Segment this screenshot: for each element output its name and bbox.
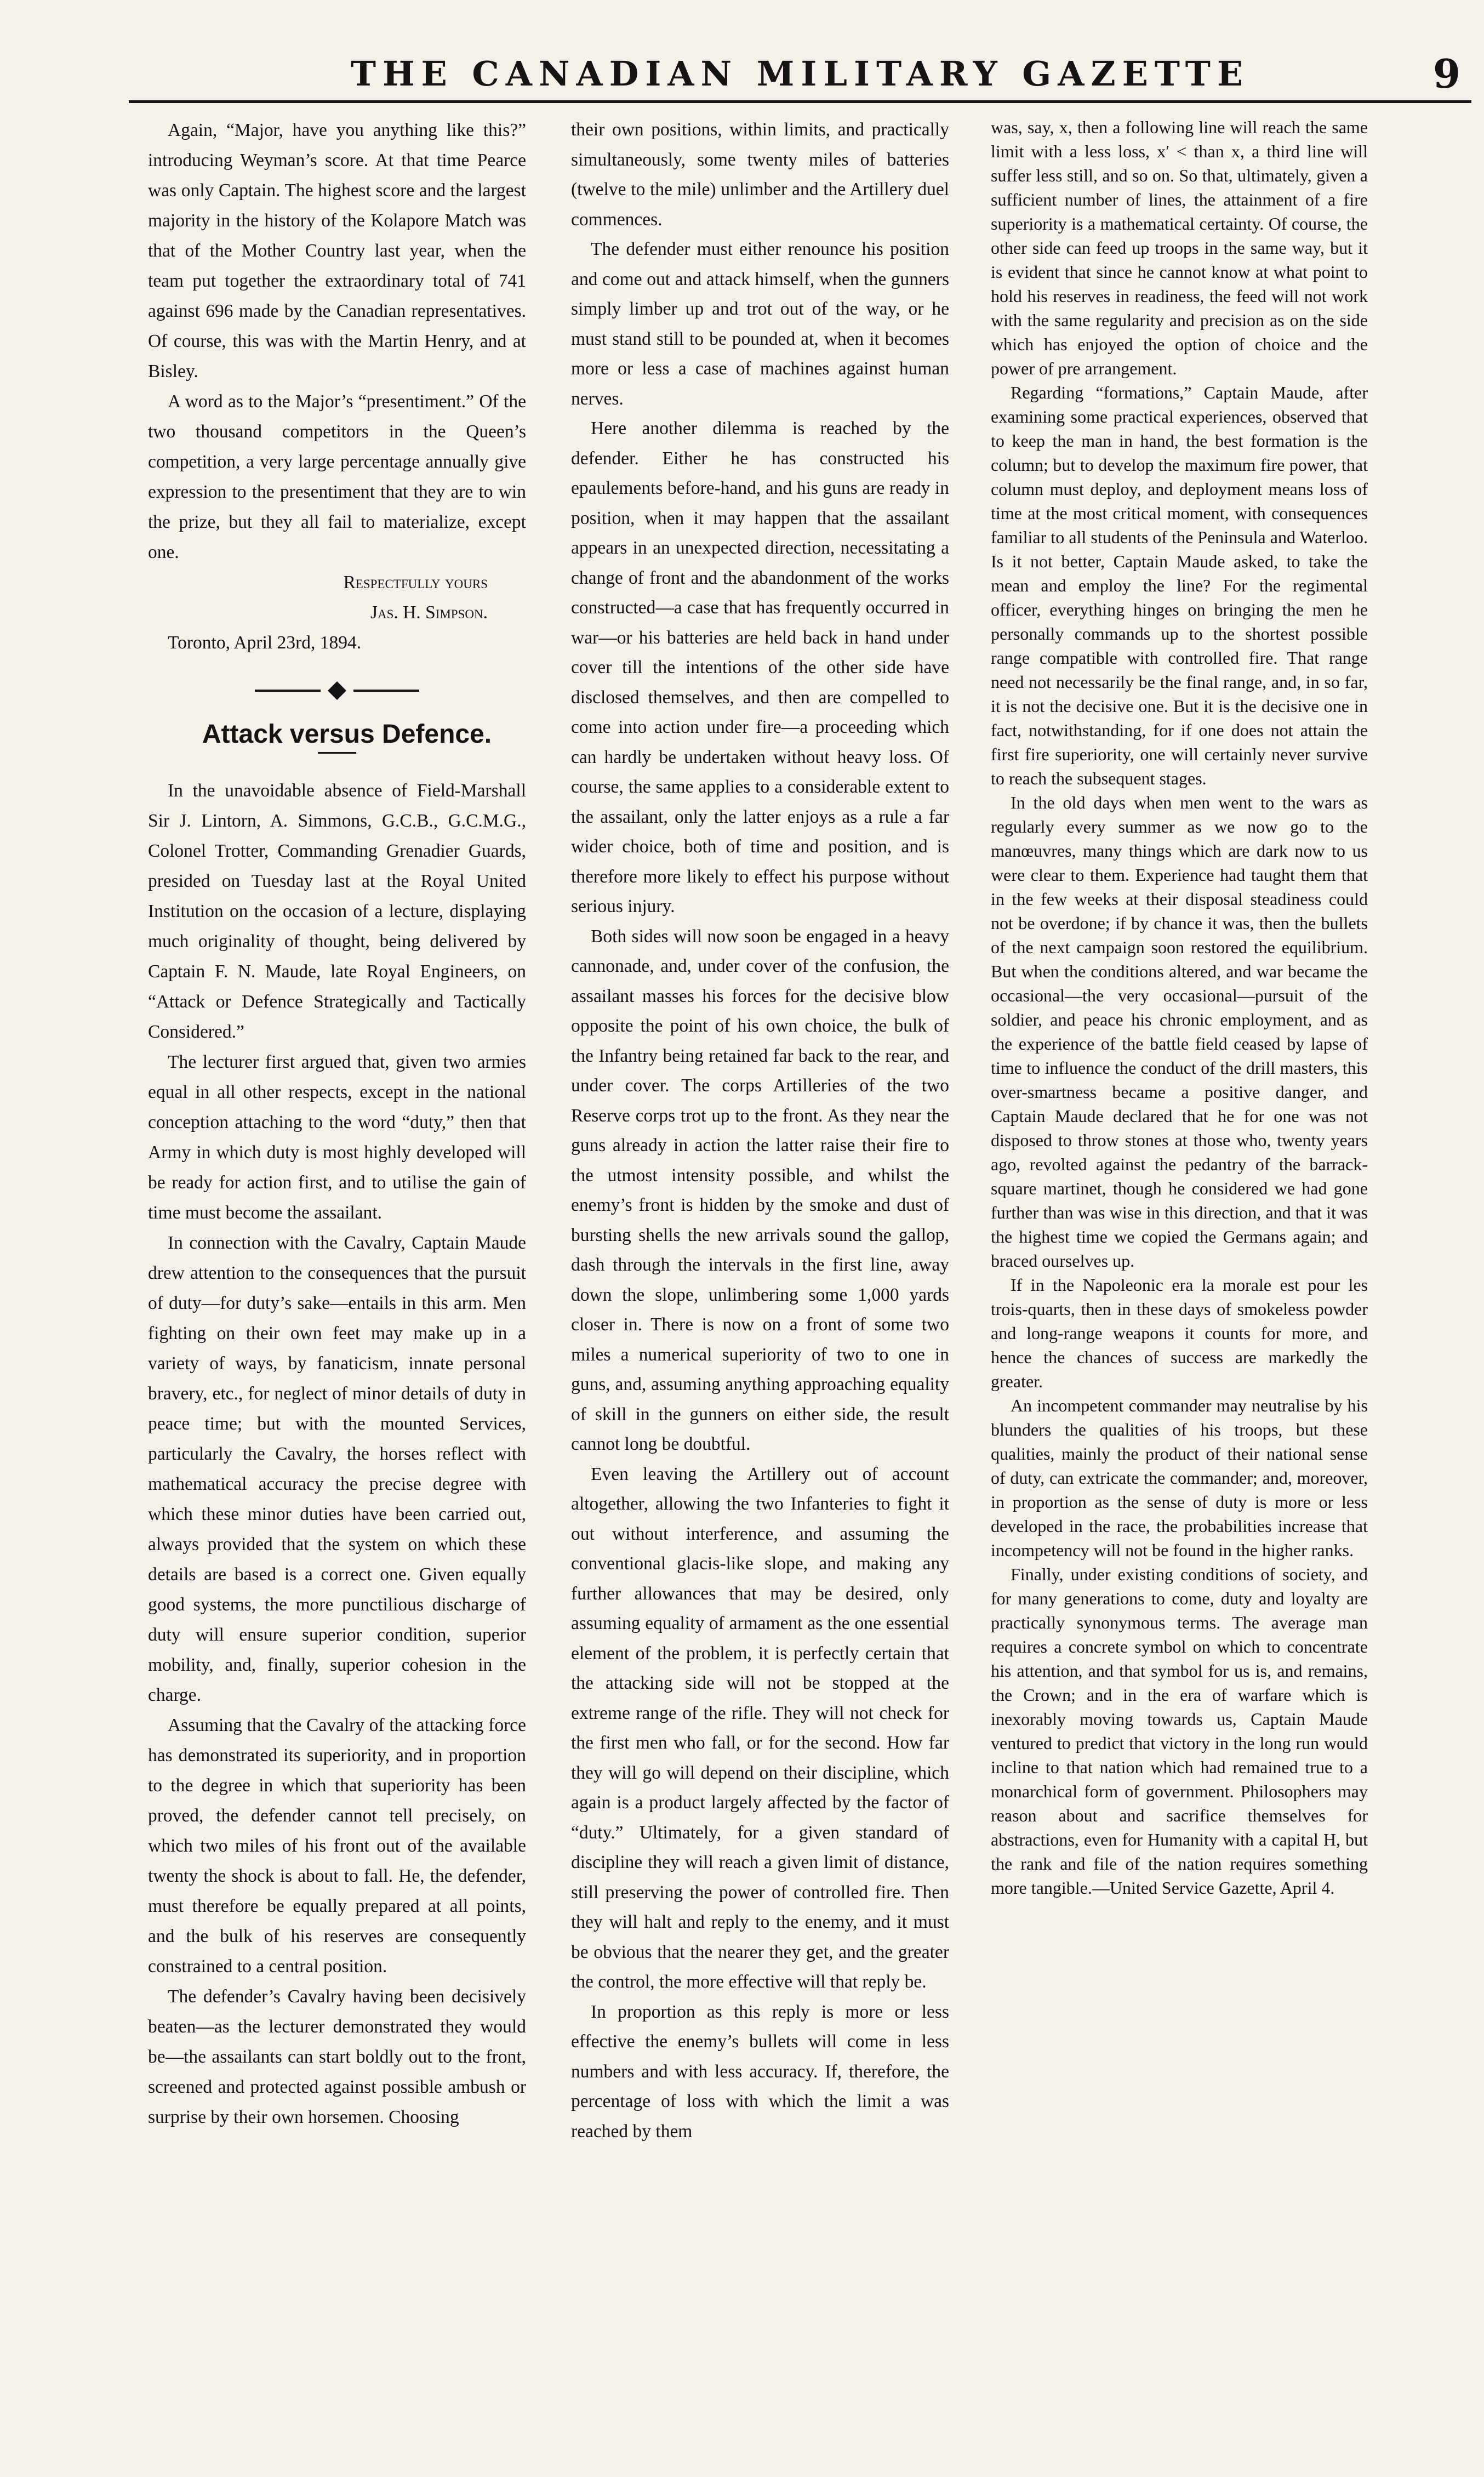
article-paragraph: Regarding “formations,” Captain Maude, after examining some practical experiences, observed that to keep the man in hand, the best formation is the column; but to develop the maximum fire power, that column must deploy, and deployment means loss of time at the most critical moment, with consequences familiar to all students of the Peninsula and Waterloo. Is it not better, Captain Maude asked, to take the mean and employ the line? For the regimental officer, everything hinges on bringing the men he personally commands up to the shortest possible range compatible with controlled fire. That range need not necessarily be the final range, and, in so far, it is not the decisive one. But it is the decisive one in fact, notwithstanding, for if one does not attain the first fire superiority, one will certainly never survive to reach the subsequent stages.: [991, 383, 1368, 788]
article-paragraph: their own positions, within limits, and practically simultaneously, some twenty miles of batteries (twelve to the mile) unlimber and the Artillery duel commences.: [571, 119, 949, 230]
article-paragraph: In the unavoidable absence of Field-Marshall Sir J. Lintorn, A. Simmons, G.C.B., G.C.M.G., Colonel Trotter, Commanding Grenadier Guards, presided on Tuesday last at the Royal United Institution on the occasion of a lecture, displaying much originality of thought, being delivered by Captain F. N. Maude, late Royal Engineers, on “Attack or Defence Strategically and Tactically Considered.”: [148, 781, 526, 1042]
letter-signature: Jas. H. Simpson.: [370, 602, 488, 623]
newspaper-title: THE CANADIAN MILITARY GAZETTE: [350, 54, 1250, 94]
article-paragraph: The defender’s Cavalry having been decisively beaten—as the lecturer demonstrated they would be—the assailants can start boldly out to the front, screened and protected against possible ambush or surprise by their own horsemen. Choosing: [148, 1986, 526, 2127]
article-paragraph: If in the Napoleonic era la morale est pour les trois-quarts, then in these days of smokeless powder and long-range weapons it counts for more, and hence the chances of success are markedly the greater.: [991, 1275, 1368, 1391]
column-3: [991, 115, 1368, 1900]
letter-dateline: Toronto, April 23rd, 1894.: [168, 633, 362, 653]
masthead: [129, 52, 1471, 104]
article-paragraph: In connection with the Cavalry, Captain Maude drew attention to the consequences that the pursuit of duty—for duty’s sake—entails in this arm. Men fighting on their own feet may make up in a variety of ways, by fanaticism, innate personal bravery, etc., for neglect of minor details of duty in peace time; but with the mounted Services, particularly the Cavalry, the horses reflect with mathematical accuracy the precise degree with which these minor duties have been carried out, always provided that the system on which these details are based is a correct one. Given equally good systems, the more punctilious discharge of duty will ensure superior condition, superior mobility, and, finally, superior cohesion in the charge.: [148, 1233, 526, 1705]
article-paragraph: In proportion as this reply is more or less effective the enemy’s bullets will come in less numbers and with less accuracy. If, therefore, the percentage of loss with which the limit a was reached by them: [571, 2001, 949, 2142]
article-paragraph: In the old days when men went to the wars as regularly every summer as we now go to the manœuvres, many things which are dark now to us were clear to them. Experience had taught them that in the few weeks at their disposal steadiness could not be overdone; if by chance it was, then the bullets of the next campaign soon restored the equilibrium. But when the conditions altered, and war became the occasional—the very occasional—pursuit of the soldier, and peace his chronic employment, and as the experience of the battle field ceased by lapse of time to influence the conduct of the drill masters, this over-smartness became a positive danger, and Captain Maude declared that he for one was not disposed to throw stones at those who, twenty years ago, revolted against the pedantry of the barrack-square martinet, though he considered we had gone further than was wise in this direction, and that it was the highest time we copied the Germans again; and braced ourselves up.: [991, 793, 1368, 1271]
masthead-rule: [129, 100, 1471, 103]
article-paragraph: The defender must either renounce his position and come out and attack himself, when the gunners simply limber up and trot out of the way, or he must stand still to be pounded at, when it becomes more or less a case of machines against human nerves.: [571, 239, 949, 409]
section-ornament: [255, 684, 419, 697]
column-1: [148, 115, 526, 2132]
article-paragraph: Here another dilemma is reached by the defender. Either he has constructed his epaulements before-hand, and his guns are ready in position, when it may happen that the assailant appears in an unexpected direction, necessitating a change of front and the abandonment of the works constructed—a case that has frequently occurred in war—or his batteries are held back in hand under cover till the intentions of the other side have disclosed themselves, and then are compelled to come into action under fire—a proceeding which can hardly be undertaken without heavy loss. Of course, the same applies to a considerable extent to the assailant, only the latter enjoys as a rule a far wider choice, both of time and position, and is therefore more likely to effect his purpose without serious injury.: [571, 418, 949, 916]
letter-paragraph-1: Again, “Major, have you anything like this?” introducing Weyman’s score. At that time Pearce was only Captain. The highest score and the largest majority in the history of the Kolapore Match was that of the Mother Country last year, when the team put together the extraordinary total of 741 against 696 made by the Canadian representatives. Of course, this was with the Martin Henry, and at Bisley.: [148, 120, 526, 381]
article-paragraph: An incompetent commander may neutralise by his blunders the qualities of his troops, but these qualities, mainly the product of their national sense of duty, can extricate the commander; and, moreover, in proportion as the sense of duty is more or less developed in the race, the probabilities increase that incompetency will not be found in the higher ranks.: [991, 1396, 1368, 1560]
letter-paragraph-2: A word as to the Major’s “presentiment.” Of the two thousand competitors in the Queen’s competition, a very large percentage annually give expression to the presentiment that they are to win the prize, but they all fail to materialize, except one.: [148, 391, 526, 562]
letter-closing: Respectfully yours: [343, 572, 488, 593]
article-paragraph: The lecturer first argued that, given two armies equal in all other respects, except in the national conception attaching to the word “duty,” then that Army in which duty is most highly developed will be ready for action first, and to utilise the gain of time must become the assailant.: [148, 1052, 526, 1223]
article-paragraph: Assuming that the Cavalry of the attacking force has demonstrated its superiority, and in proportion to the degree in which that superiority has been proved, the defender cannot tell precisely, on which two miles of his front out of the available twenty the shock is about to fall. He, the defender, must therefore be equally prepared at all points, and the bulk of his reserves are consequently constrained to a central position.: [148, 1715, 526, 1977]
column-2: [571, 115, 949, 2146]
article-paragraph: Finally, under existing conditions of society, and for many generations to come, duty and loyalty are practically synonymous terms. The average man requires a concrete symbol on which to concentrate his attention, and that symbol for us is, and remains, the Crown; and in the era of warfare which is inexorably moving towards us, Captain Maude ventured to predict that victory in the long run would incline to that nation which had remained true to a monarchical form of government. Philosophers may reason about and sacrifice themselves for abstractions, even for Humanity with a capital H, but the rank and file of the nation requires something more tangible.—United Service Gazette, April 4.: [991, 1564, 1368, 1898]
headline-rule: [318, 752, 356, 754]
article-paragraph: Even leaving the Artillery out of account altogether, allowing the two Infanteries to fight it out without interference, and assuming the conventional glacis-like slope, and making any further allowances that may be desired, only assuming equality of armament as the one essential element of the problem, it is perfectly certain that the attacking side will not be stopped at the extreme range of the rifle. They will not check for the first men who fall, or for the second. How far they will go will depend on their discipline, which again is a product largely affected by the factor of “duty.” Ultimately, for a given standard of discipline they will reach a given limit of distance, still preserving the power of controlled fire. Then they will halt and reply to the enemy, and it must be obvious that the nearer they get, and the greater the control, the more effective will that reply be.: [571, 1464, 949, 1992]
article-paragraph: was, say, x, then a following line will reach the same limit with a less loss, x′ < than x, a third line will suffer less still, and so on. So that, ultimately, given a sufficient number of lines, the attainment of a fire superiority is a mathematical certainty. Of course, the other side can feed up troops in the same way, but it is evident that since he cannot know at what point to hold his reserves in readiness, the feed will not work with the same regularity and precision as on the side which has enjoyed the option of choice and the power of pre arrangement.: [991, 117, 1368, 378]
article-paragraph: Both sides will now soon be engaged in a heavy cannonade, and, under cover of the confusion, the assailant masses his forces for the decisive blow opposite the point of his own choice, the bulk of the Infantry being retained far back to the rear, and under cover. The corps Artilleries of the two Reserve corps trot up to the front. As they near the guns already in action the latter raise their fire to the utmost intensity possible, and whilst the enemy’s front is hidden by the smoke and dust of bursting shells the new arrivals sound the gallop, dash through the intervals in the first line, away down the slope, unlimbering some 1,000 yards closer in. There is now on a front of some two miles a numerical superiority of two to one in guns, and, assuming anything approaching equality of skill in the gunners on either side, the result cannot long be doubtful.: [571, 926, 949, 1454]
article-headline: Attack versus Defence.: [202, 720, 492, 749]
page-number: 9: [1432, 50, 1460, 97]
